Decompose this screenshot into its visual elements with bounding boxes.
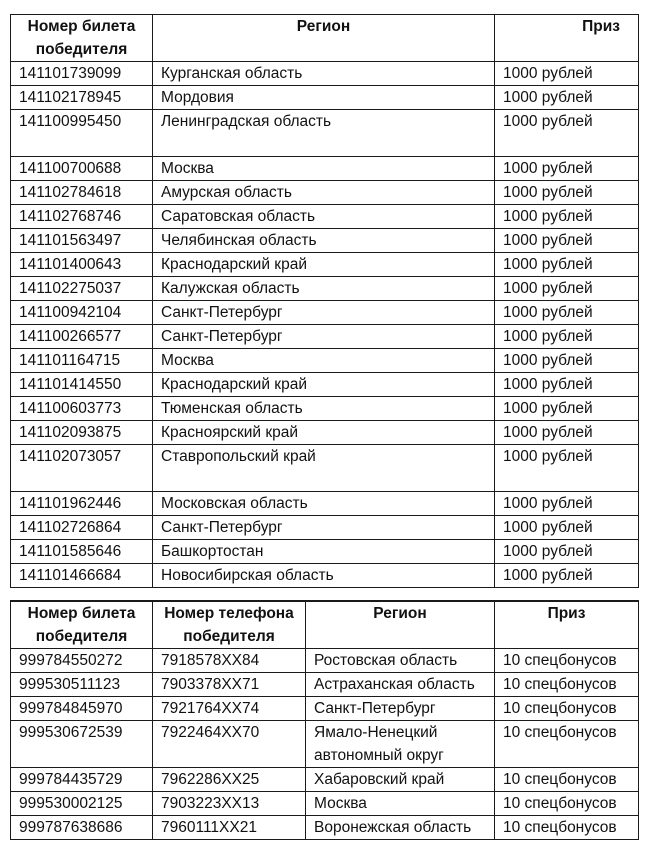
cell-prize: 10 спецбонусов — [495, 697, 639, 721]
cell-prize: 10 спецбонусов — [495, 673, 639, 697]
cell-ticket: 141102073057 — [11, 445, 153, 492]
cell-phone: 7903223XX13 — [153, 792, 306, 816]
table-row — [11, 421, 639, 445]
cell-region: Санкт-Петербург — [153, 516, 495, 540]
cell-ticket: 141101739099 — [11, 62, 153, 86]
cell-ticket: 141101585646 — [11, 540, 153, 564]
table-row — [11, 492, 639, 516]
table-row — [11, 673, 639, 697]
cell-prize: 1000 рублей — [495, 301, 639, 325]
cell-region: Челябинская область — [153, 229, 495, 253]
header-ticket — [11, 15, 153, 62]
table-row — [11, 349, 639, 373]
cell-prize: 10 спецбонусов — [495, 721, 639, 768]
table-row — [11, 445, 639, 492]
cell-region: Краснодарский край — [153, 253, 495, 277]
cell-prize: 1000 рублей — [495, 349, 639, 373]
cell-region: Воронежская область — [306, 816, 495, 840]
cell-region: Амурская область — [153, 181, 495, 205]
cell-region: Краснодарский край — [153, 373, 495, 397]
cell-ticket: 999530672539 — [11, 721, 153, 768]
cell-prize: 1000 рублей — [495, 492, 639, 516]
cell-prize: 1000 рублей — [495, 540, 639, 564]
cell-prize: 10 спецбонусов — [495, 649, 639, 673]
winners-table-bonuses — [10, 600, 639, 840]
cell-region: Ростовская область — [306, 649, 495, 673]
cell-region: Красноярский край — [153, 421, 495, 445]
cell-region: Калужская область — [153, 277, 495, 301]
winners-table-rubles — [10, 14, 639, 588]
cell-region: Хабаровский край — [306, 768, 495, 792]
cell-ticket: 141100266577 — [11, 325, 153, 349]
cell-region: Московская область — [153, 492, 495, 516]
table-row — [11, 564, 639, 588]
cell-ticket: 141100700688 — [11, 157, 153, 181]
cell-phone: 7918578XX84 — [153, 649, 306, 673]
cell-ticket: 141102093875 — [11, 421, 153, 445]
table-row — [11, 205, 639, 229]
table-row — [11, 277, 639, 301]
cell-prize: 1000 рублей — [495, 86, 639, 110]
cell-prize: 1000 рублей — [495, 62, 639, 86]
cell-ticket: 141102726864 — [11, 516, 153, 540]
cell-phone: 7903378XX71 — [153, 673, 306, 697]
cell-phone: 7922464XX70 — [153, 721, 306, 768]
cell-ticket: 999784845970 — [11, 697, 153, 721]
cell-prize: 1000 рублей — [495, 421, 639, 445]
cell-ticket: 141102768746 — [11, 205, 153, 229]
cell-ticket: 141101563497 — [11, 229, 153, 253]
header-region: Регион — [306, 601, 495, 649]
cell-prize: 10 спецбонусов — [495, 768, 639, 792]
cell-ticket: 141101164715 — [11, 349, 153, 373]
table-row — [11, 157, 639, 181]
table-row — [11, 325, 639, 349]
cell-ticket: 999784550272 — [11, 649, 153, 673]
table-row — [11, 86, 639, 110]
header-ticket — [11, 601, 153, 649]
cell-prize: 1000 рублей — [495, 253, 639, 277]
cell-region: Ленинградская область — [153, 110, 495, 157]
table-header-row — [11, 15, 639, 62]
cell-prize: 1000 рублей — [495, 445, 639, 492]
table-row — [11, 301, 639, 325]
table-row — [11, 62, 639, 86]
table-row — [11, 373, 639, 397]
cell-region: Тюменская область — [153, 397, 495, 421]
cell-phone: 7921764XX74 — [153, 697, 306, 721]
cell-prize: 1000 рублей — [495, 516, 639, 540]
cell-region: Башкортостан — [153, 540, 495, 564]
table-row — [11, 516, 639, 540]
cell-phone: 7962286XX25 — [153, 768, 306, 792]
cell-prize: 1000 рублей — [495, 229, 639, 253]
cell-region: Санкт-Петербург — [153, 325, 495, 349]
cell-region: Астраханская область — [306, 673, 495, 697]
cell-ticket: 141101414550 — [11, 373, 153, 397]
cell-region: Москва — [153, 349, 495, 373]
table-header-row — [11, 601, 639, 649]
cell-region: Санкт-Петербург — [306, 697, 495, 721]
cell-region: Новосибирская область — [153, 564, 495, 588]
header-prize: Приз — [495, 15, 639, 62]
header-ticket-line1: Номер билета — [27, 605, 136, 622]
cell-ticket: 141101400643 — [11, 253, 153, 277]
cell-region: Саратовская область — [153, 205, 495, 229]
cell-prize: 10 спецбонусов — [495, 792, 639, 816]
cell-region: Ямало-Ненецкий автономный округ — [306, 721, 495, 768]
header-region: Регион — [153, 15, 495, 62]
cell-prize: 10 спецбонусов — [495, 816, 639, 840]
cell-prize: 1000 рублей — [495, 110, 639, 157]
cell-prize: 1000 рублей — [495, 564, 639, 588]
cell-ticket: 141100603773 — [11, 397, 153, 421]
cell-prize: 1000 рублей — [495, 181, 639, 205]
table-row — [11, 816, 639, 840]
cell-ticket: 999787638686 — [11, 816, 153, 840]
header-ticket-line2: победителя — [35, 41, 128, 58]
table-row — [11, 649, 639, 673]
cell-ticket: 141102178945 — [11, 86, 153, 110]
table-row — [11, 253, 639, 277]
cell-region: Москва — [306, 792, 495, 816]
header-ticket-line2: победителя — [35, 628, 128, 645]
cell-prize: 1000 рублей — [495, 373, 639, 397]
cell-region: Санкт-Петербург — [153, 301, 495, 325]
cell-prize: 1000 рублей — [495, 325, 639, 349]
table-row — [11, 540, 639, 564]
cell-ticket: 999530002125 — [11, 792, 153, 816]
cell-phone: 7960111XX21 — [153, 816, 306, 840]
cell-prize: 1000 рублей — [495, 157, 639, 181]
table-row — [11, 181, 639, 205]
cell-region: Ставропольский край — [153, 445, 495, 492]
table-row — [11, 397, 639, 421]
table-row — [11, 110, 639, 157]
cell-region: Курганская область — [153, 62, 495, 86]
header-phone-line1: Номер телефона — [164, 605, 294, 622]
cell-prize: 1000 рублей — [495, 397, 639, 421]
table-row — [11, 768, 639, 792]
cell-ticket: 141100942104 — [11, 301, 153, 325]
table-row — [11, 721, 639, 768]
cell-ticket: 141100995450 — [11, 110, 153, 157]
cell-ticket: 999530511123 — [11, 673, 153, 697]
cell-ticket: 141101962446 — [11, 492, 153, 516]
cell-ticket: 141102275037 — [11, 277, 153, 301]
cell-ticket: 141102784618 — [11, 181, 153, 205]
cell-ticket: 999784435729 — [11, 768, 153, 792]
cell-region: Москва — [153, 157, 495, 181]
header-phone-line2: победителя — [183, 628, 275, 645]
table-row — [11, 229, 639, 253]
table-row — [11, 697, 639, 721]
header-ticket-line1: Номер билета — [27, 18, 136, 35]
cell-ticket: 141101466684 — [11, 564, 153, 588]
cell-prize: 1000 рублей — [495, 277, 639, 301]
header-phone — [153, 601, 306, 649]
cell-region: Мордовия — [153, 86, 495, 110]
header-prize: Приз — [495, 601, 639, 649]
cell-prize: 1000 рублей — [495, 205, 639, 229]
table-row — [11, 792, 639, 816]
